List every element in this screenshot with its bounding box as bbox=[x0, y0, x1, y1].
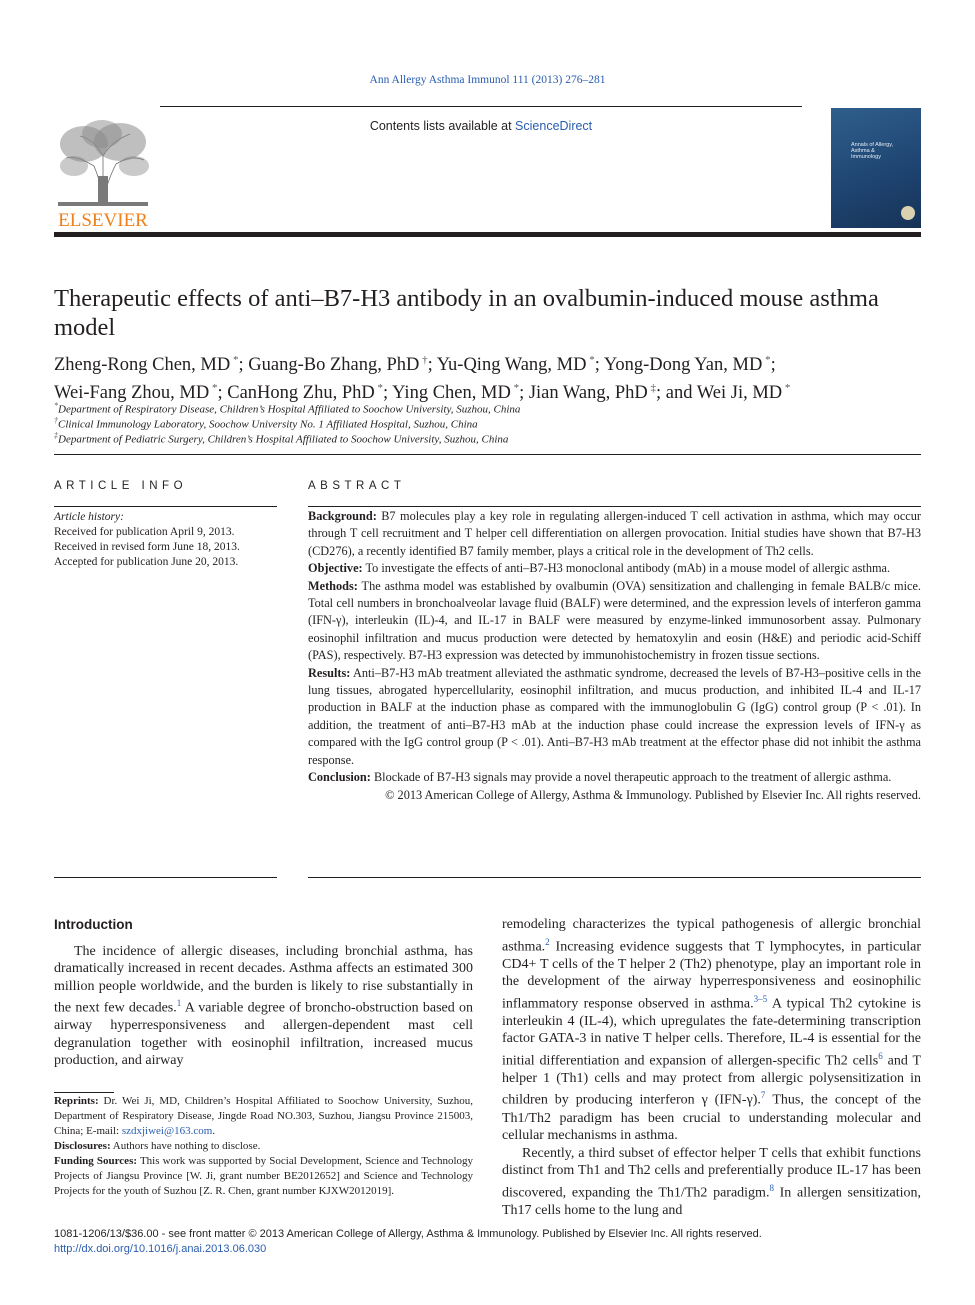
intro-paragraph-1-continued bbox=[502, 916, 921, 1145]
reference-link[interactable]: 7 bbox=[760, 1090, 766, 1101]
doi-link[interactable]: http://dx.doi.org/10.1016/j.anai.2013.06.030 bbox=[54, 1243, 267, 1255]
author-affiliation-mark[interactable]: * bbox=[586, 354, 595, 366]
abstract-copyright: © 2013 American College of Allergy, Asthma & Immunology. Published by Elsevier Inc. All rights reserved. bbox=[385, 787, 921, 802]
abstract-results: Results: Anti–B7-H3 mAb treatment alleviated the asthmatic syndrome, decreased the levels of B7-H3–positive cells in the lung tissues, abrogated hypercellularity, eosinophil infiltration, and mucus production, and inhibited IL-4 and IL-17 production in BALF at the induction phase as compared with the immunoglobulin G (IgG) control group (P < .01). In addition, the treatment of anti–B7-H3 mAb at the induction phase could increase the expression levels of IFN-γ as compared with the IgG control group (P < .01). Anti–B7-H3 mAb treatment at the effector phase did not inhibit the asthma response. bbox=[308, 665, 921, 767]
contents-line bbox=[160, 119, 802, 133]
author-affiliation-mark[interactable]: * bbox=[209, 382, 218, 395]
cover-title: Annals of Allergy, Asthma & Immunology bbox=[851, 142, 894, 160]
article-info-heading: ARTICLE INFO bbox=[54, 480, 188, 492]
body-text: remodeling characterizes the typical pathogenesis of allergic bronchial asthma. bbox=[502, 917, 921, 955]
abstract-methods: Methods: The asthma model was established by ovalbumin (OVA) sensitization and challenging in female BALB/c mice. Total cell numbers in bronchoalveolar lavage fluid (BALF) were determined, and the expression levels of interferon gamma (IFN-γ), interleukin (IL)-4, and IL-17 in BALF were measured by enzyme-linked immunosorbent assay. Pulmonary eosinophil infiltration and mucus production were detected by hematoxylin and eosin (H&E) and periodic acid-Schiff (PAS), respectively. B7-H3 expression was detected by immunohistochemistry in frozen tissue sections. bbox=[308, 578, 921, 663]
author-name[interactable]: Ying Chen, MD bbox=[392, 383, 511, 404]
affiliation-1: *Department of Respiratory Disease, Children’s Hospital Affiliated to Soochow University, Suzhou, China bbox=[54, 401, 521, 416]
footnote-disclosures: Disclosures: Authors have nothing to disclose. bbox=[54, 1140, 261, 1152]
author-list bbox=[54, 349, 921, 405]
body-text: A variable degree of broncho-obstruction based on airway hyperresponsiveness and allergen-dependent mast cell degranulation together with eosinophil infiltration, increased mucus production, and airway bbox=[54, 1000, 473, 1069]
footnotes bbox=[54, 1094, 473, 1199]
author-separator: ; bbox=[217, 383, 228, 404]
abstract-conclusion: Conclusion: Blockade of B7-H3 signals may provide a novel therapeutic approach to the treatment of allergic asthma. bbox=[308, 770, 892, 785]
author-name[interactable]: Zheng-Rong Chen, MD bbox=[54, 355, 231, 376]
body-text: Recently, a third subset of effector helper T cells that exhibit functions distinct from Th1 and Th2 cells and preferentially produce IL-17 has been discovered, expanding the Th1/Th2 paradigm. bbox=[502, 1145, 921, 1201]
body-text: Thus, the concept of the Th1/Th2 paradigm has been crucial to understanding molecular and cellular mechanisms in asthma. bbox=[502, 1093, 921, 1144]
author-name[interactable]: Wei Ji, MD bbox=[696, 383, 783, 404]
author-separator: ; bbox=[770, 355, 776, 376]
journal-cover bbox=[831, 108, 921, 228]
publisher-logo-text: ELSEVIER bbox=[58, 210, 148, 228]
front-matter-line: 1081-1206/13/$36.00 - see front matter © 2013 American College of Allergy, Asthma & Immunology. Published by Elsevier Inc. All rights reserved. bbox=[54, 1228, 762, 1240]
reference-link[interactable]: 8 bbox=[769, 1182, 774, 1193]
body-text: Increasing evidence suggests that T lymphocytes, in particular CD4+ T cells of the T helper 2 (Th2) phenotype, play an important role in the development of the airway hyperresponsiveness and eosinophilic inflammatory response observed in asthma. bbox=[502, 939, 921, 1012]
abstract-rule bbox=[308, 506, 921, 507]
history-accepted: Accepted for publication June 20, 2013. bbox=[54, 556, 239, 568]
introduction-heading: Introduction bbox=[54, 917, 133, 932]
elsevier-logo bbox=[54, 116, 152, 228]
elsevier-tree-icon bbox=[54, 116, 152, 228]
right-column bbox=[502, 916, 921, 1219]
footnote-reprints: Reprints: Dr. Wei Ji, MD, Children’s Hospital Affiliated to Soochow University, Suzhou, Department of Respiratory Disease, Jingde Road NO.303, Suzhou, Jiangsu Province 215003, China; E-mail: szdxjiwei@163.com. bbox=[54, 1095, 473, 1137]
author-affiliation-mark[interactable]: † bbox=[419, 354, 428, 366]
abstract-body bbox=[308, 508, 921, 804]
author-separator: ; bbox=[427, 355, 437, 376]
article-title: Therapeutic effects of anti–B7-H3 antibody in an ovalbumin-induced mouse asthma model bbox=[54, 285, 879, 341]
abstract-objective: Objective: To investigate the effects of anti–B7-H3 monoclonal antibody (mAb) in a mouse model of allergic asthma. bbox=[308, 561, 891, 576]
journal-citation[interactable]: Ann Allergy Asthma Immunol 111 (2013) 276–281 bbox=[369, 74, 606, 86]
article-history bbox=[54, 510, 277, 570]
body-text: A typical Th2 cytokine is interleukin 4 (IL-4), which upregulates the fate-determining transcription factor GATA-3 in native T helper cells. Therefore, IL-4 is essential for the initial differentiation and expansion of allergen-specific Th2 cells bbox=[502, 996, 921, 1069]
body-text: The incidence of allergic diseases, including bronchial asthma, has dramatically increased in recent decades. Asthma affects an estimated 300 million people worldwide, and the burden is likely to rise substantially in the next few decades. bbox=[54, 943, 473, 1016]
author-affiliation-mark[interactable]: * bbox=[782, 382, 791, 395]
author-affiliation-mark[interactable]: ‡ bbox=[647, 382, 657, 395]
reference-link[interactable]: 2 bbox=[545, 936, 550, 947]
sciencedirect-link[interactable]: ScienceDirect bbox=[515, 119, 593, 133]
author-affiliation-mark[interactable]: * bbox=[230, 354, 239, 366]
author-separator: ; and bbox=[656, 383, 697, 404]
left-column bbox=[54, 916, 473, 1070]
affiliation-2: †Clinical Immunology Laboratory, Soochow University No. 1 Affiliated Hospital, Suzhou, China bbox=[54, 416, 478, 431]
reference-link[interactable]: 6 bbox=[878, 1050, 883, 1061]
intro-paragraph-1 bbox=[54, 943, 473, 1070]
abstract-heading: ABSTRACT bbox=[308, 480, 406, 492]
reference-link[interactable]: 3–5 bbox=[753, 993, 768, 1004]
history-received: Received for publication April 9, 2013. bbox=[54, 526, 235, 538]
author-name[interactable]: CanHong Zhu, PhD bbox=[227, 383, 375, 404]
author-separator: ; bbox=[519, 383, 529, 404]
intro-paragraph-2 bbox=[502, 1145, 921, 1220]
cover-seal-icon bbox=[901, 206, 915, 220]
author-separator: ; bbox=[594, 355, 604, 376]
history-label: Article history: bbox=[54, 511, 124, 523]
author-separator: ; bbox=[238, 355, 249, 376]
author-separator: ; bbox=[383, 383, 393, 404]
author-name[interactable]: Yong-Dong Yan, MD bbox=[603, 355, 763, 376]
reference-link[interactable]: 1 bbox=[176, 998, 182, 1008]
body-text: and T helper 1 (Th1) cells and may protect from allergic polysensitization in children by producing interferon γ (IFN-γ). bbox=[502, 1053, 921, 1109]
email-link[interactable]: szdxjiwei@163.com bbox=[121, 1125, 213, 1137]
author-affiliation-mark[interactable]: * bbox=[762, 354, 771, 366]
author-name[interactable]: Yu-Qing Wang, MD bbox=[436, 355, 587, 376]
footnote-rule bbox=[54, 1092, 114, 1093]
author-affiliation-mark[interactable]: * bbox=[510, 382, 520, 395]
footnote-funding: Funding Sources: This work was supported by Social Development, Science and Technology Projects of Jiangsu Province [W. Ji, grant number BE2012652] and Science and Technology Projects for the youth of Suzhou [Z. R. Chen, grant number KJXW2012019]. bbox=[54, 1155, 473, 1197]
affiliation-3: ‡Department of Pediatric Surgery, Children’s Hospital Affiliated to Soochow University, Suzhou, China bbox=[54, 431, 509, 446]
author-affiliation-mark[interactable]: * bbox=[374, 382, 383, 395]
body-text: In allergen sensitization, Th17 cells home to the lung and bbox=[502, 1185, 922, 1218]
article-info-rule bbox=[54, 506, 277, 507]
author-name[interactable]: Wei-Fang Zhou, MD bbox=[54, 383, 210, 404]
article-info-bottom-rule bbox=[54, 877, 277, 878]
affiliation-divider bbox=[54, 454, 921, 455]
header-rule bbox=[160, 106, 802, 107]
abstract-bottom-rule bbox=[308, 877, 921, 878]
author-name[interactable]: Guang-Bo Zhang, PhD bbox=[248, 355, 420, 376]
header-thick-rule bbox=[54, 232, 921, 237]
author-name[interactable]: Jian Wang, PhD bbox=[528, 383, 648, 404]
abstract-background: Background: B7 molecules play a key role in regulating allergen-induced T cell activation in asthma, which may occur through T cell recruitment and T helper cell differentiation on allergen provocation. Initial studies have shown that B7-H3 (CD276), a recently identified B7 family member, plays a critical role in the development of Th2 cells. bbox=[308, 509, 921, 558]
contents-prefix: Contents lists available at bbox=[369, 119, 516, 133]
history-revised: Received in revised form June 18, 2013. bbox=[54, 541, 240, 553]
